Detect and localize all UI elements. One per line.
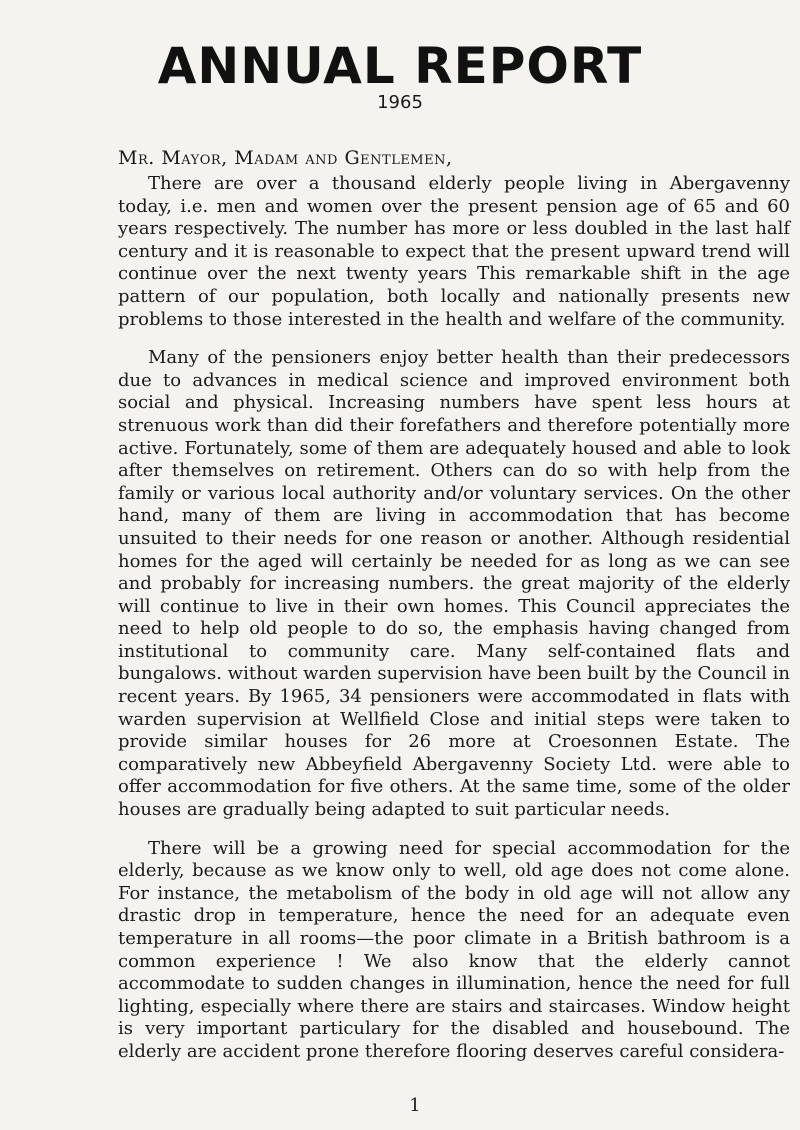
paragraph-special-accommodation: There will be a growing need for special accommodation for the elderly, because as we know only to well, old age does not come alone. For instance, the metabolism of the body in old age will not allow any drastic drop in temperature, hence the need for an adequate even temperature in all rooms—the poor climate in a British bathroom is a common experience ! We also know that the elderly cannot accommodate to sudden changes in illumination, hence the need for full lighting, especially where there are stairs and staircases. Window height is very important particulary for the disabled and housebound. The elderly are accident prone therefore flooring deserves careful considera- — [118, 837, 790, 1062]
salutation: Mr. Mayor, Madam and Gentlemen, — [118, 147, 453, 169]
paragraph-elderly-population: There are over a thousand elderly people living in Abergavenny today, i.e. men and women over the present pension age of 65 and 60 years respectively. The number has more or less doubled in the last half century and it is reasonable to expect that the present upward trend will continue over the next twenty years This remarkable shift in the age pattern of our population, both locally and nationally presents new problems to those interested in the health and welfare of the community. — [118, 173, 790, 330]
page-number: 1 — [409, 1095, 421, 1116]
report-title: ANNUAL REPORT — [157, 37, 643, 95]
paragraph-pensioners-housing: Many of the pensioners enjoy better health than their predecessors due to advances in medical science and improved environment both social and physical. Increasing numbers have spent less hours at strenuous work than did their forefathers and therefore potentially more active. Fortunately, some of them are adequately housed and able to look after themselves on retirement. Others can do so with help from the family or various local authority and/or voluntary services. On the other hand, many of them are living in accommodation that has become unsuited to their needs for one reason or another. Although residential homes for the aged will certainly be needed for as long as we can see and probably for increasing numbers. the great majority of the elderly will continue to live in their own homes. This Council appreciates the need to help old people to do so, the emphasis having changed from institutional to community care. Many self-contained flats and bungalows. without warden supervision have been built by the Council in recent years. By 1965, 34 pensioners were accommodated in flats with warden supervision at Wellfield Close and initial steps were taken to provide similar houses for 26 more at Croesonnen Estate. The comparatively new Abbeyfield Abergavenny Society Ltd. were able to offer accommodation for five others. At the same time, some of the older houses are gradually being adapted to suit particular needs. — [118, 347, 790, 821]
report-body — [118, 173, 790, 1080]
report-year: 1965 — [377, 92, 423, 113]
